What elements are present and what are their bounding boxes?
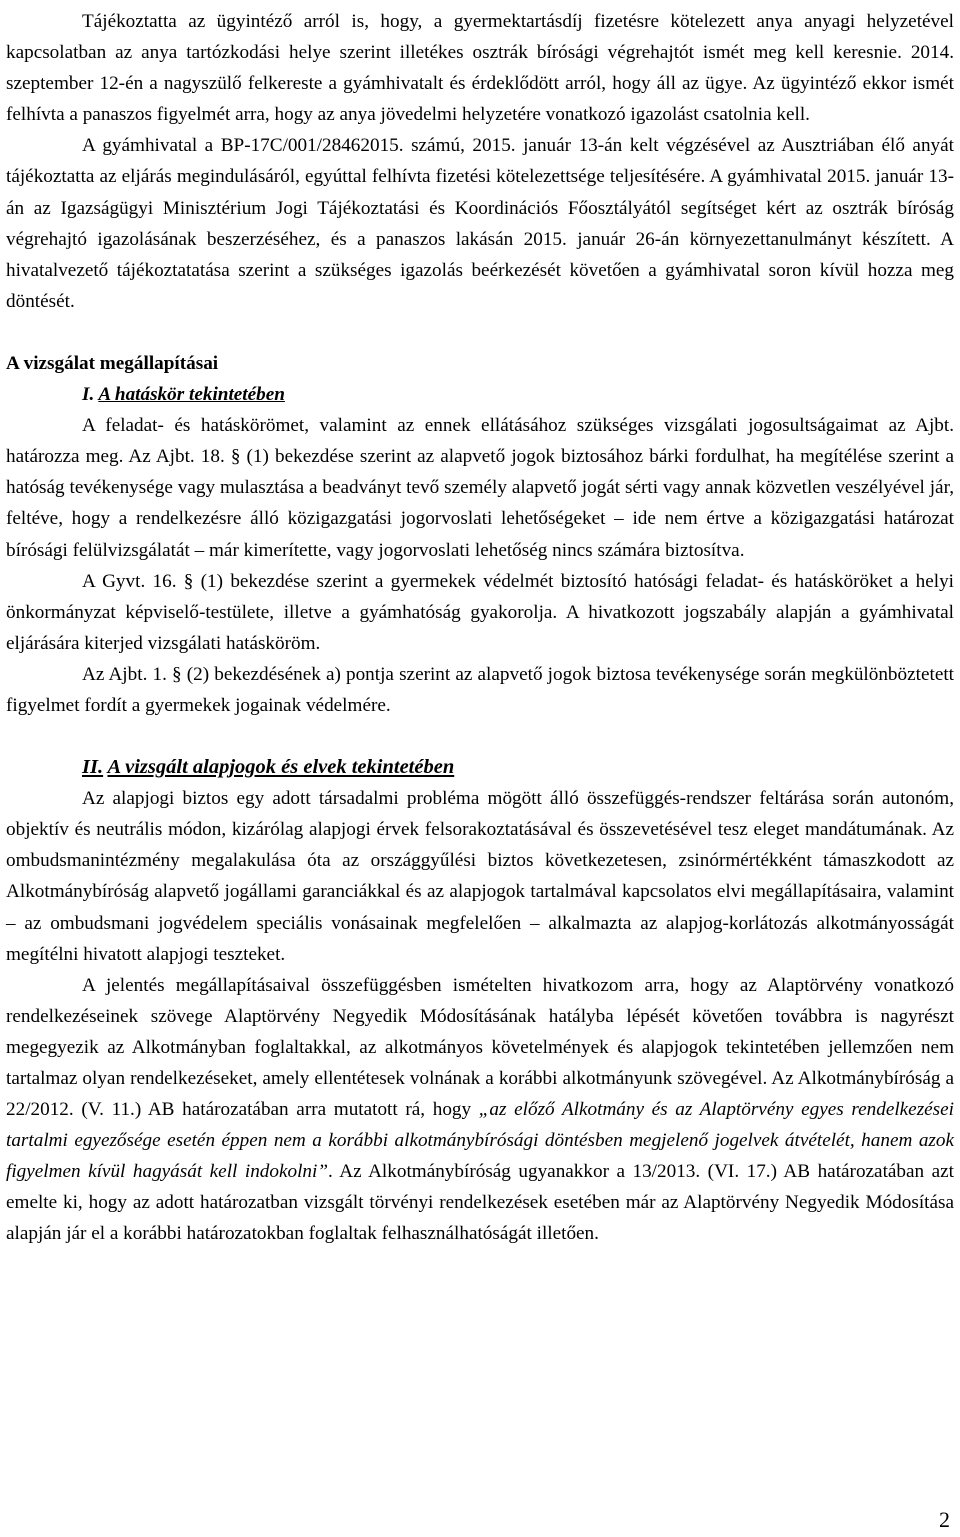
paragraph-jelentes-text-end: . Az Alkotmánybíróság ugyanakkor a 13/2013. (VI. 17.) AB határozatában azt emelte ki, hogy az adott határozatban vizsgált törvényi rendelkezések esetében már az Alaptörvény Negyedik Módosítása alapján jár el a korábbi határozatokban foglaltak felhasználhatóságát illetően. [6,1161,954,1245]
page-number: 2 [939,1507,950,1532]
paragraph-jelentes [6,970,954,1250]
paragraph-jelentes-text: A jelentés megállapításaival összefüggésben ismételten hivatkozom arra, hogy az Alaptörvény vonatkozó rendelkezéseinek szövege Alaptörvény Negyedik Módosításának hatályba lépését követően továbbra is nagyrészt megegyezik az Alkotmányban foglaltakkal, az alkotmányos követelmények és alapjogok tekintetében jellemzően nem tartalmaz olyan rendelkezéseket, amely ellentétesek volnának a korábbi alkotmányunk szövegével. Az Alkotmánybíróság a 22/2012. (V. 11.) AB határozatában arra mutatott rá, hogy [6,974,954,1121]
subheading-alapjogok [6,752,954,783]
paragraph-hataskor-3: Az Ajbt. 1. § (2) bekezdésének a) pontja szerint az alapvető jogok biztosa tevékenysége során megkülönböztetett figyelmet fordít a gyermekek jogainak védelmére. [6,663,954,716]
quotation: „az előző Alkotmány és az Alaptörvény egyes rendelkezései tartalmi egyezősége esetén éppen nem a korábbi alkotmánybírósági döntésben megjelenő jogelvek átvételét, hanem azok figyelmen kívül hagyását kell indokolni” [6,1099,954,1183]
paragraph-tajekoztatta: Tájékoztatta az ügyintéző arról is, hogy, a gyermektartásdíj fizetésre kötelezett anya anyagi helyzetével kapcsolatban az anya tartózkodási helye szerint illetékes osztrák bírósági végrehajtót ismét meg kell keresnie. 2014. szeptember 12-én a nagyszülő felkereste a gyámhivatalt és érdeklődött arról, hogy áll az ügye. Az ügyintéző ekkor ismét felhívta a panaszos figyelmét arra, hogy az anya jövedelmi helyzetére vonatkozó igazolást csatolnia kell. [6,11,954,126]
spacer [6,317,954,348]
subheading-hataskor [6,379,954,410]
subheading-number: II. [82,756,104,779]
paragraph-gyamhivatal: A gyámhivatal a BP-17C/001/28462015. számú, 2015. január 13-án kelt végzésével az Ausztriában élő anyát tájékoztatta az eljárás megindulásáról, egyúttal felhívta fizetési kötelezettsége teljesítésére. A gyámhivatal 2015. január 13-án az Igazságügyi Minisztérium Jogi Tájékoztatási és Koordinációs Főosztályától segítséget kért az osztrák bíróság végrehajtó igazolásának beszerzéséhez, és a panaszos lakásán 2015. január 26-án környezettanulmányt készített. A hivatalvezető tájékoztatatása szerint a szükséges igazolás beérkezését követően a gyámhivatal soron kívül hozza meg döntését. [6,135,954,312]
paragraph-hataskor-1: A feladat- és hatáskörömet, valamint az ennek ellátásához szükséges vizsgálati jogosultságaimat az Ajbt. határozza meg. Az Ajbt. 18. § (1) bekezdése szerint az alapvető jogok biztosához bárki fordulhat, ha megítélése szerint a hatóság tevékenysége vagy mulasztása a beadványt tevő személy alapvető jogát sérti vagy annak közvetlen veszélyével jár, feltéve, hogy a rendelkezésre álló közigazgatási jogorvoslati lehetőségeket – ide nem értve a közigazgatási határozat bírósági felülvizsgálatát – már kimerítette, vagy jogorvoslati lehetőség nincs számára biztosítva. [6,415,954,561]
paragraph-alapjogi-biztos: Az alapjogi biztos egy adott társadalmi probléma mögött álló összefüggés-rendszer feltárása során autonóm, objektív és neutrális módon, kizárólag alapjogi érvek felsorakoztatásával és összevetésével tesz eleget mandátumának. Az ombudsmanintézmény megalakulása óta az országgyűlési biztos következetesen, zsinórmértékként támaszkodott az Alkotmánybíróság alapvető jogállami garanciákkal és az alapjogok tartalmával kapcsolatos elvi megállapításaira, valamint – az ombudsmani jogvédelem speciális vonásainak megfelelően – alkalmazta az alapjog-korlátozás alkotmányosságát megítélni hivatott alapjogi teszteket. [6,788,954,965]
section-heading: A vizsgálat megállapításai [6,352,219,374]
spacer [6,721,954,752]
subheading-title: A vizsgált alapjogok és elvek tekintetében [107,756,455,779]
paragraph-hataskor-2: A Gyvt. 16. § (1) bekezdése szerint a gyermekek védelmét biztosító hatósági feladat- és hatásköröket a helyi önkormányzat képviselő-testülete, illetve a gyámhatóság gyakorolja. A hivatkozott jogszabály alapján a gyámhivatal eljárására kiterjed vizsgálati hatásköröm. [6,570,954,654]
subheading-title: A hatáskör tekintetében [98,384,285,406]
subheading-number: I. [82,384,95,406]
